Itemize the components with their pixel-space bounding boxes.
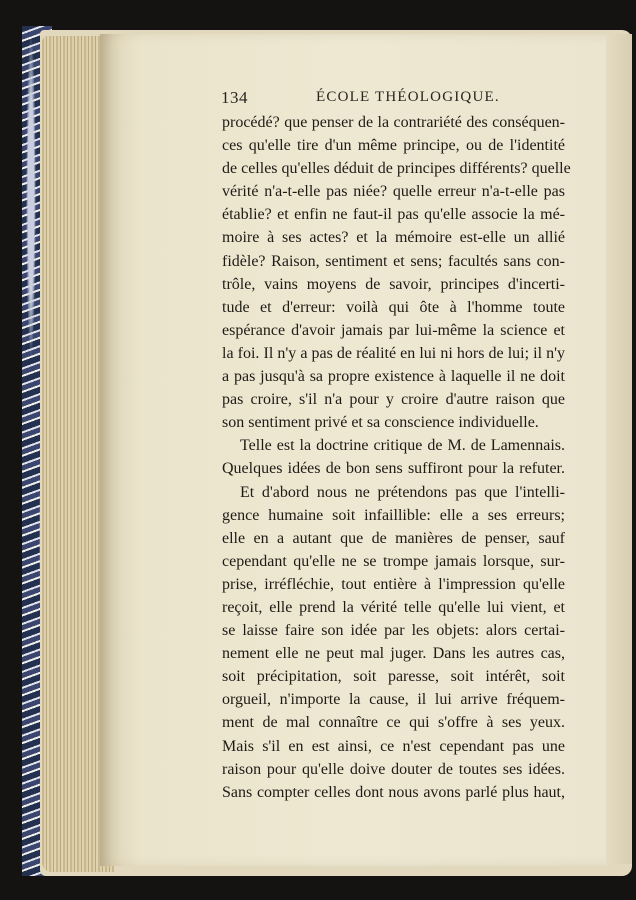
text-line: orgueil, n'importe la cause, il lui arrive fréquem-	[222, 691, 565, 709]
page-number: 134	[221, 88, 248, 107]
text-line: son sentiment privé et sa conscience individuelle.	[222, 414, 539, 432]
text-line: trôle, vains moyens de savoir, principes d'incerti-	[222, 275, 565, 293]
text-line: ment de mal connaître ce qui s'offre à ses yeux.	[222, 714, 565, 732]
running-title: ÉCOLE THÉOLOGIQUE.	[316, 89, 500, 105]
text-line: tude et d'erreur: voilà qui ôte à l'homme toute	[222, 298, 565, 316]
text-line: Telle est la doctrine critique de M. de Lamennais.	[240, 437, 565, 455]
text-line: procédé? que penser de la contrariété des conséquen-	[222, 114, 565, 131]
text-line: nement elle ne peut mal juger. Dans les autres cas,	[222, 645, 565, 663]
page-header	[0, 88, 636, 108]
text-line: Sans compter celles dont nous avons parlé plus haut,	[222, 783, 565, 801]
text-line: la foi. Il n'y a pas de réalité en lui ni hors de lui; il n'y	[222, 344, 565, 362]
body-text	[222, 111, 571, 804]
text-line: pas croire, s'il n'a pour y croire d'autre raison que	[222, 391, 565, 409]
text-line: fidèle? Raison, sentiment et sens; facultés sans con-	[222, 252, 565, 270]
text-line: de celles qu'elles déduit de principes différents? quelle	[222, 160, 571, 178]
text-line: Quelques idées de bon sens suffiront pour la refuter.	[222, 460, 565, 478]
text-line: Et d'abord nous ne prétendons pas que l'intelli-	[240, 483, 565, 501]
text-line: gence humaine soit infaillible: elle a ses erreurs;	[222, 506, 565, 524]
text-line: ces qu'elle tire d'un même principe, ou de l'identité	[222, 137, 565, 155]
text-line: se laisse faire son idée par les objets: alors certai-	[222, 622, 565, 640]
text-line: soit précipitation, soit paresse, soit intérêt, soit	[222, 668, 565, 686]
text-line: elle en a autant que de manières de penser, sauf	[222, 529, 565, 547]
text-line: établie? et enfin ne faut-il pas qu'elle associe la mé-	[222, 206, 565, 224]
text-line: espérance d'avoir jamais par lui-même la science et	[222, 321, 565, 339]
text-line: raison pour qu'elle doive douter de toutes ses idées.	[222, 760, 565, 778]
text-line: vérité n'a-t-elle pas niée? quelle erreur n'a-t-elle pas	[222, 183, 565, 201]
facing-page-edge	[606, 34, 632, 864]
text-line: a pas jusqu'à sa propre existence à laquelle il ne doit	[222, 368, 565, 386]
text-line: Mais s'il en est ainsi, ce n'est cependant pas une	[222, 737, 565, 755]
text-line: cependant qu'elle ne se trompe jamais lorsque, sur-	[222, 552, 565, 570]
text-line: reçoit, elle prend la vérité telle qu'elle lui vient, et	[222, 598, 565, 616]
text-line: prise, irréfléchie, tout entière à l'impression qu'elle	[222, 575, 565, 593]
text-line: moire à ses actes? et la mémoire est-elle un allié	[222, 229, 565, 247]
